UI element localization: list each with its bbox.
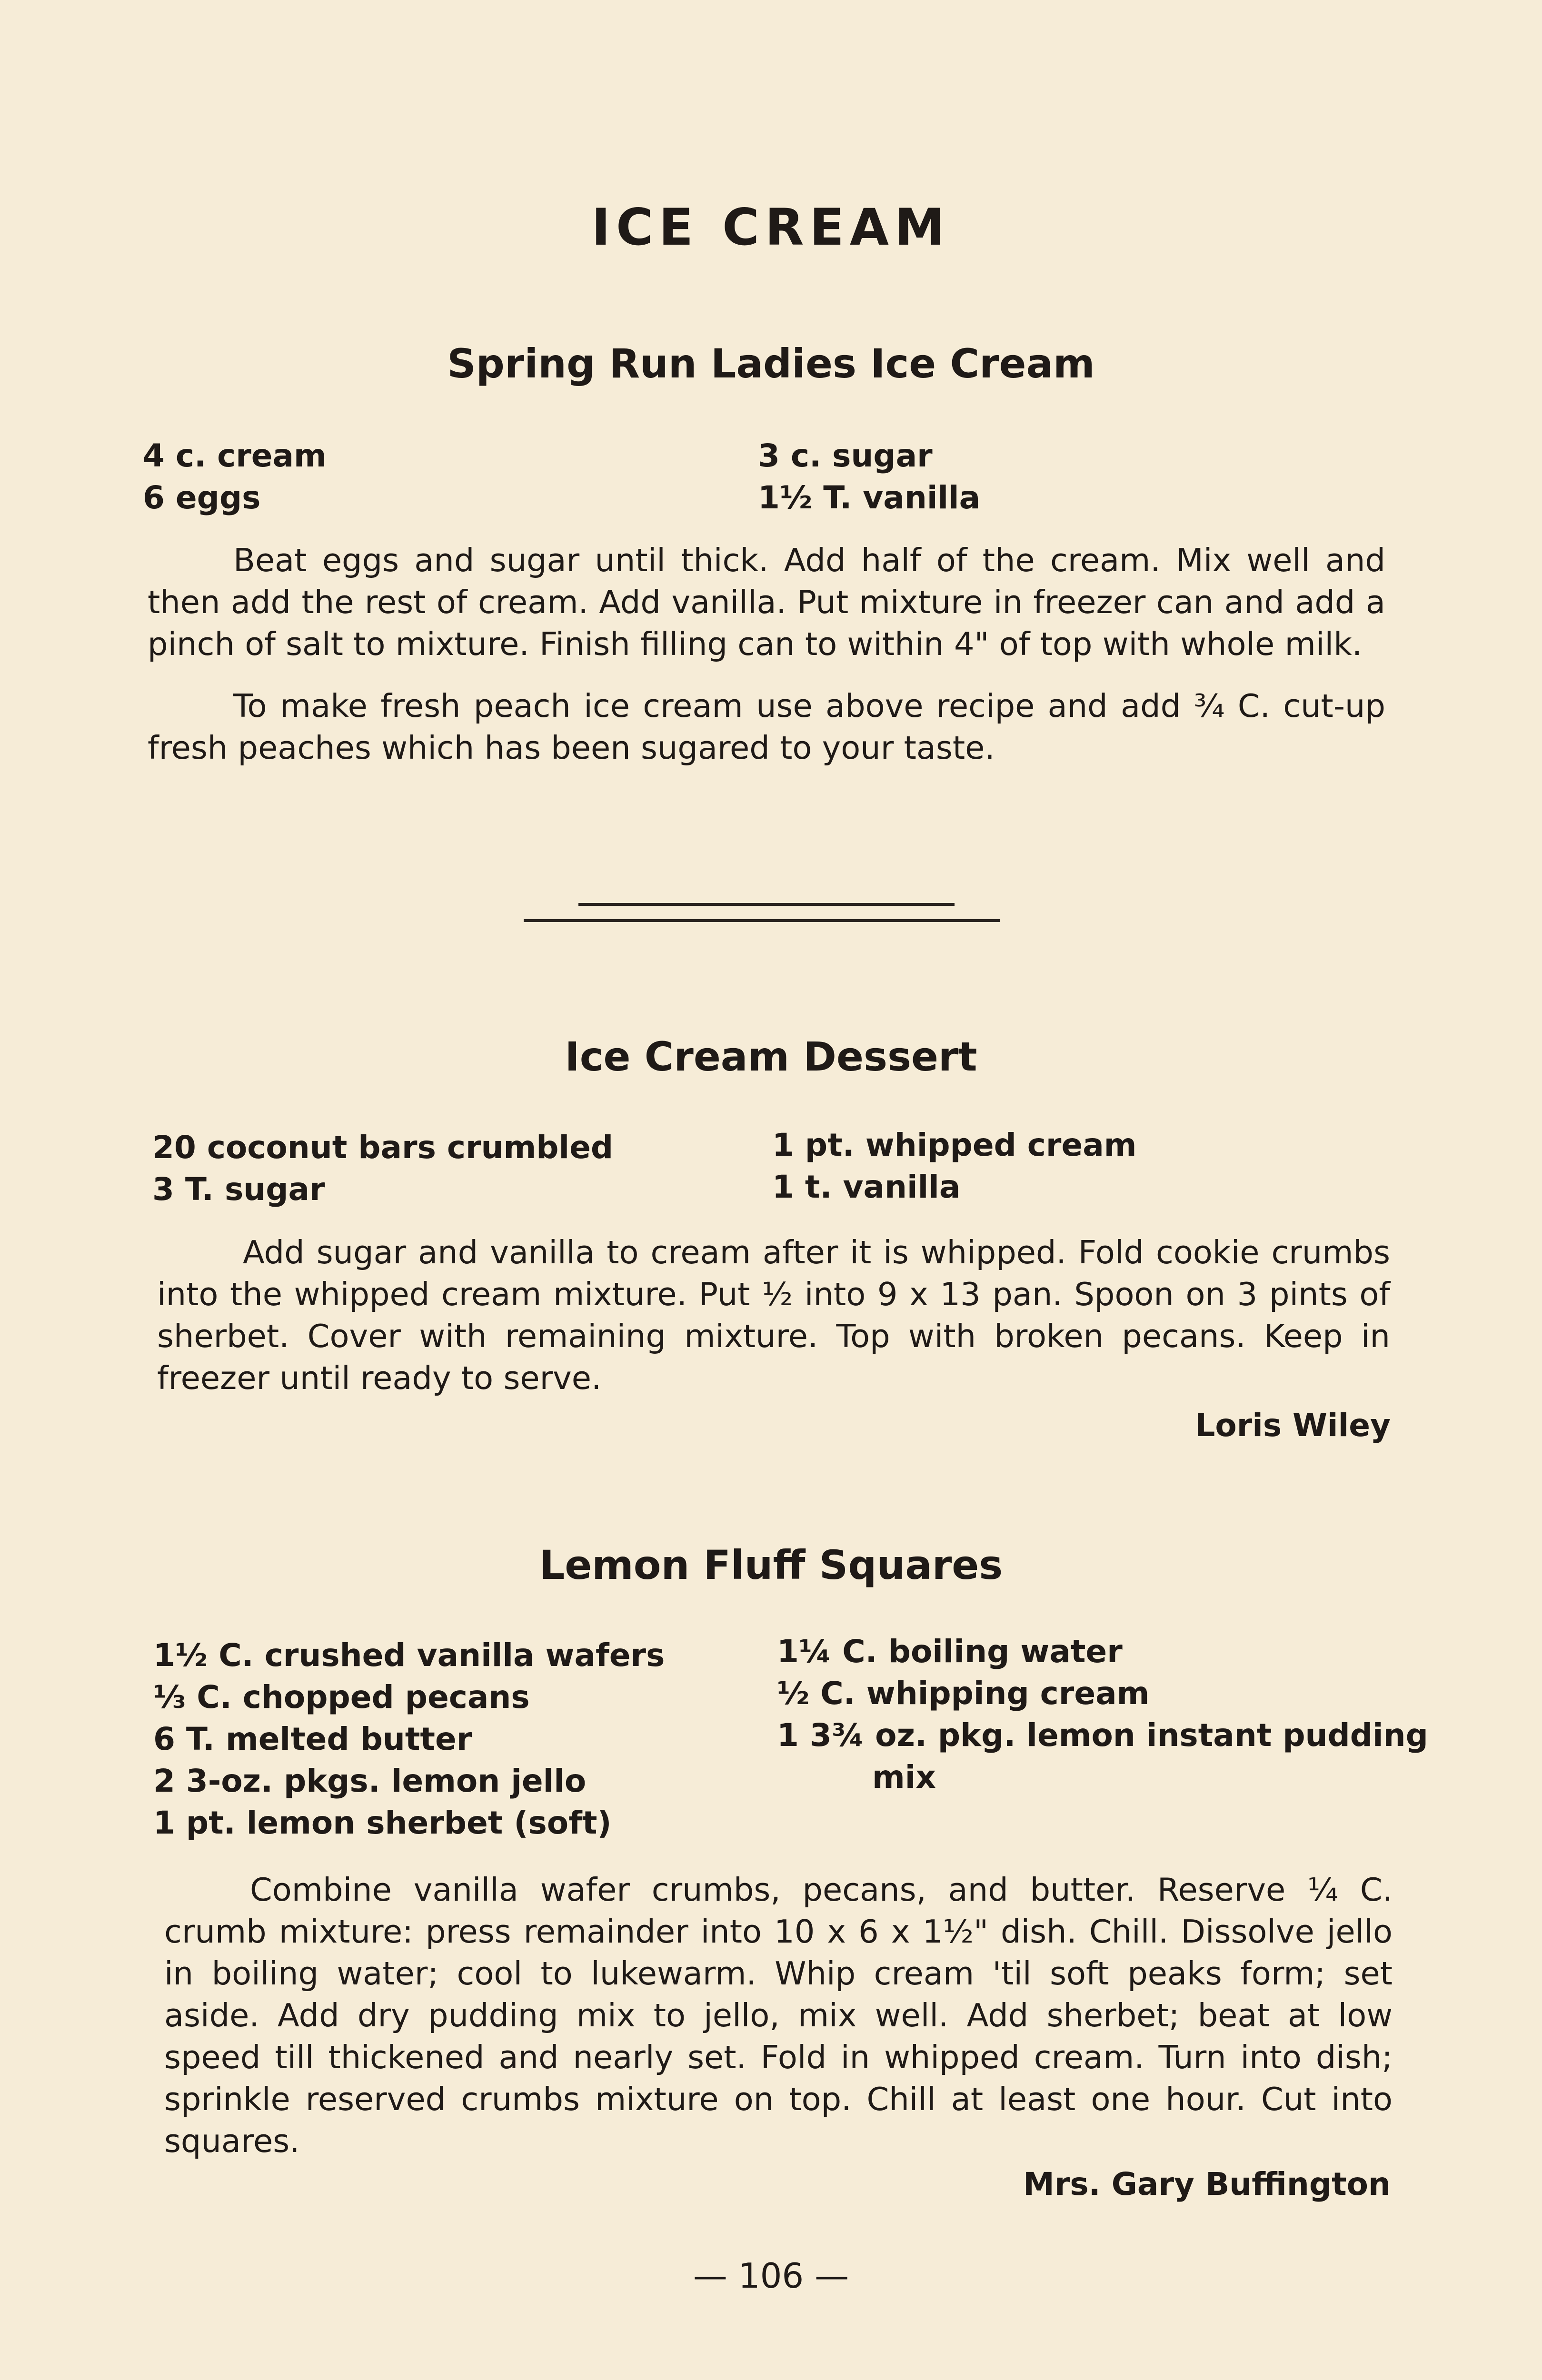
ingredient-item: 1½ C. crushed vanilla wafers xyxy=(153,1637,665,1674)
ingredient-item: 1½ T. vanilla xyxy=(758,479,981,516)
recipe-title-lemon-fluff: Lemon Fluff Squares xyxy=(539,1542,1003,1588)
ingredient-item: mix xyxy=(872,1759,936,1795)
ingredient-item: 2 3-oz. pkgs. lemon jello xyxy=(153,1763,587,1799)
directions-lemon-fluff xyxy=(164,1869,1393,2162)
directions-ice-cream-dessert xyxy=(157,1231,1390,1399)
ingredients-left-lemon-fluff xyxy=(153,1635,665,1844)
ingredients-left-ice-cream-dessert xyxy=(152,1127,613,1210)
ingredient-item: 3 c. sugar xyxy=(758,437,933,474)
ingredient-item: 3 T. sugar xyxy=(152,1171,325,1208)
ingredient-item: 1 3¾ oz. pkg. lemon instant pudding xyxy=(777,1717,1428,1754)
ingredient-item: 4 c. cream xyxy=(143,437,327,474)
ingredients-right-spring-run xyxy=(758,435,980,519)
ingredient-item: ⅓ C. chopped pecans xyxy=(153,1679,530,1716)
author-mrs-gary-buffington: Mrs. Gary Buffington xyxy=(1023,2166,1391,2202)
ingredient-item: 6 T. melted butter xyxy=(153,1721,472,1757)
ingredients-left-spring-run xyxy=(143,435,327,519)
ingredient-item: 1 pt. whipped cream xyxy=(772,1127,1137,1163)
ingredient-item: 20 coconut bars crumbled xyxy=(152,1129,614,1166)
direction-paragraph: Add sugar and vanilla to cream after it is whipped. Fold cookie crumbs into the whipped cream mixture. Put ½ into 9 x 13 pan. Spoon on 3 pints of sherbet. Cover with remaining mixture. Top with broken pecans. Keep in freezer until ready to serve. xyxy=(157,1234,1390,1397)
ingredient-item: 1¼ C. boiling water xyxy=(777,1633,1123,1670)
recipe-title-ice-cream-dessert: Ice Cream Dessert xyxy=(565,1033,977,1080)
divider-line-bottom xyxy=(524,919,1000,922)
ingredient-item: 6 eggs xyxy=(143,479,261,516)
direction-paragraph: Beat eggs and sugar until thick. Add half of the cream. Mix well and then add the rest of cream. Add vanilla. Put mixture in freezer can and add a pinch of salt to mixture. Finish filling can to within 4" of top with whole milk. xyxy=(148,542,1385,663)
recipe-title-spring-run: Spring Run Ladies Ice Cream xyxy=(447,340,1095,387)
ingredient-item: 1 pt. lemon sherbet (soft) xyxy=(153,1805,612,1841)
direction-paragraph: Combine vanilla wafer crumbs, pecans, and butter. Reserve ¼ C. crumb mixture: press remainder into 10 x 6 x 1½" dish. Chill. Dissolve jello in boiling water; cool to lukewarm. Whip cream 'til soft peaks form; set aside. Add dry pudding mix to jello, mix well. Add sherbet; beat at low speed till thickened and nearly set. Fold in whipped cream. Turn into dish; sprinkle reserved crumbs mixture on top. Chill at least one hour. Cut into squares. xyxy=(164,1871,1393,2160)
divider-line-top xyxy=(578,903,955,906)
ingredients-right-ice-cream-dessert xyxy=(772,1124,1137,1208)
ingredients-right-lemon-fluff xyxy=(777,1631,1428,1798)
page-number: — 106 — xyxy=(693,2256,849,2296)
direction-paragraph: To make fresh peach ice cream use above recipe and add ¾ C. cut-up fresh peaches which has been sugared to your taste. xyxy=(148,687,1385,766)
directions-spring-run xyxy=(148,539,1385,769)
author-loris-wiley: Loris Wiley xyxy=(1195,1407,1391,1444)
ingredient-item: 1 t. vanilla xyxy=(772,1169,961,1205)
section-title: ICE CREAM xyxy=(591,198,951,257)
ingredient-item: ½ C. whipping cream xyxy=(777,1675,1150,1712)
